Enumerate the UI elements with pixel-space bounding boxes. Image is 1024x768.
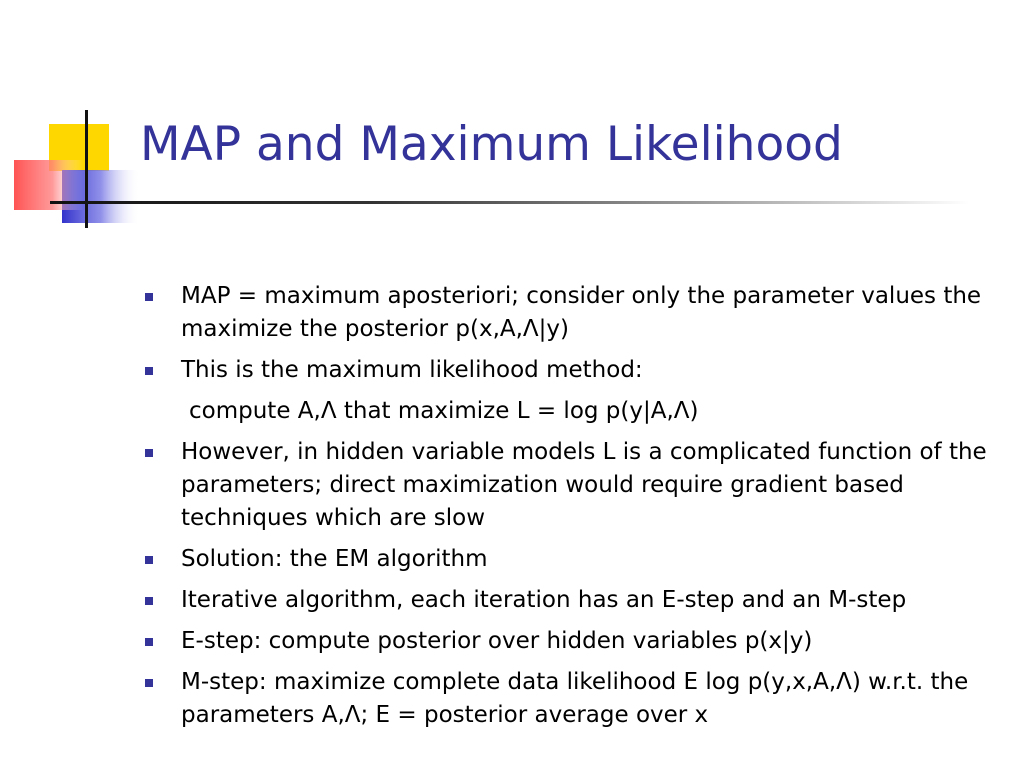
bullet-item — [140, 625, 1000, 658]
bullet-item — [140, 436, 1000, 535]
bullet-text: This is the maximum likelihood method: — [181, 357, 643, 383]
square-bullet-icon — [145, 597, 153, 605]
square-bullet-icon — [145, 293, 153, 301]
sub-line — [140, 395, 1000, 428]
bullet-text: MAP = maximum aposteriori; consider only the parameter values the maximize the posterior p(x,A,Λ|y) — [181, 283, 982, 342]
bullet-item — [140, 543, 1000, 576]
bullet-text: E-step: compute posterior over hidden variables p(x|y) — [181, 628, 813, 654]
square-bullet-icon — [145, 449, 153, 457]
bullet-item — [140, 666, 1000, 732]
bullet-text: Iterative algorithm, each iteration has an E-step and an M-step — [181, 587, 907, 613]
square-bullet-icon — [145, 679, 153, 687]
slide-title: MAP and Maximum Likelihood — [140, 117, 843, 172]
bullet-item — [140, 280, 1000, 346]
sub-line-text: compute A,Λ that maximize L = log p(y|A,Λ) — [189, 398, 699, 424]
bullet-text: Solution: the EM algorithm — [181, 546, 488, 572]
bullet-item — [140, 584, 1000, 617]
bullet-text: M-step: maximize complete data likelihood E log p(y,x,A,Λ) w.r.t. the parameters A,Λ; E = posterior average over x — [181, 669, 969, 728]
square-bullet-icon — [145, 638, 153, 646]
decorative-logo — [0, 0, 150, 240]
square-bullet-icon — [145, 367, 153, 375]
logo-vertical-line — [85, 110, 88, 228]
square-bullet-icon — [145, 556, 153, 564]
slide-body — [140, 280, 1000, 740]
bullet-item — [140, 354, 1000, 387]
bullet-text: However, in hidden variable models L is a complicated function of the parameters; direct maximization would require gradient based techniques which are slow — [181, 439, 987, 531]
title-divider — [50, 201, 970, 204]
